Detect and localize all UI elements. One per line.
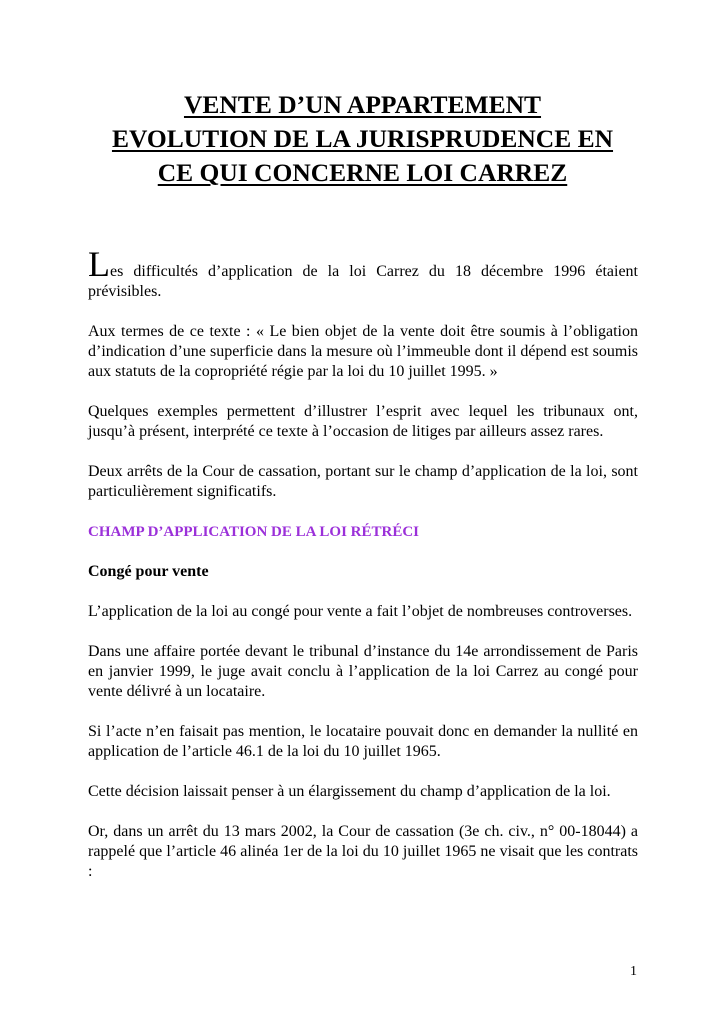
- page-number: 1: [630, 964, 637, 979]
- document-title: [60, 88, 665, 190]
- paragraph-cassation-ruling: Or, dans un arrêt du 13 mars 2002, la Cour de cassation (3e ch. civ., n° 00-18044) a rappelé que l’article 46 alinéa 1er de la loi du 10 juillet 1965 ne visait que les contrats :: [88, 823, 638, 880]
- paragraph-tribunal-case: Dans une affaire portée devant le tribunal d’instance du 14e arrondissement de Paris en janvier 1999, le juge avait conclu à l’application de la loi Carrez au congé pour vente délivré à un locataire.: [88, 643, 638, 700]
- document-body: [88, 244, 638, 902]
- paragraph-intro: [88, 244, 638, 302]
- subheading-conge: Congé pour vente: [88, 563, 209, 580]
- paragraph-intro-text: es difficultés d’application de la loi Carrez du 18 décembre 1996 étaient prévisibles.: [88, 263, 638, 300]
- title-line-3: CE QUI CONCERNE LOI CARREZ: [157, 158, 568, 187]
- paragraph-nullity: Si l’acte n’en faisait pas mention, le locataire pouvait donc en demander la nullité en application de l’article 46.1 de la loi du 10 juillet 1965.: [88, 723, 638, 760]
- section-heading: CHAMP D’APPLICATION DE LA LOI RÉTRÉCI: [88, 524, 420, 540]
- paragraph-conge-application: L’application de la loi au congé pour vente a fait l’objet de nombreuses controverses.: [88, 603, 633, 620]
- paragraph-law-quote: Aux termes de ce texte : « Le bien objet de la vente doit être soumis à l’obligation d’indication d’une superficie dans la mesure où l’immeuble dont il dépend est soumis aux statuts de la copropriété régie par la loi du 10 juillet 1995. »: [88, 323, 638, 380]
- paragraph-two-rulings: Deux arrêts de la Cour de cassation, portant sur le champ d’application de la loi, sont particulièrement significatifs.: [88, 463, 638, 500]
- drop-cap: L: [88, 244, 110, 284]
- paragraph-examples: Quelques exemples permettent d’illustrer l’esprit avec lequel les tribunaux ont, jusqu’à présent, interprété ce texte à l’occasion de litiges par ailleurs assez rares.: [88, 403, 638, 440]
- title-line-2: EVOLUTION DE LA JURISPRUDENCE EN: [111, 124, 614, 153]
- paragraph-enlargement: Cette décision laissait penser à un élargissement du champ d’application de la loi.: [88, 783, 611, 800]
- title-line-1: VENTE D’UN APPARTEMENT: [183, 90, 542, 119]
